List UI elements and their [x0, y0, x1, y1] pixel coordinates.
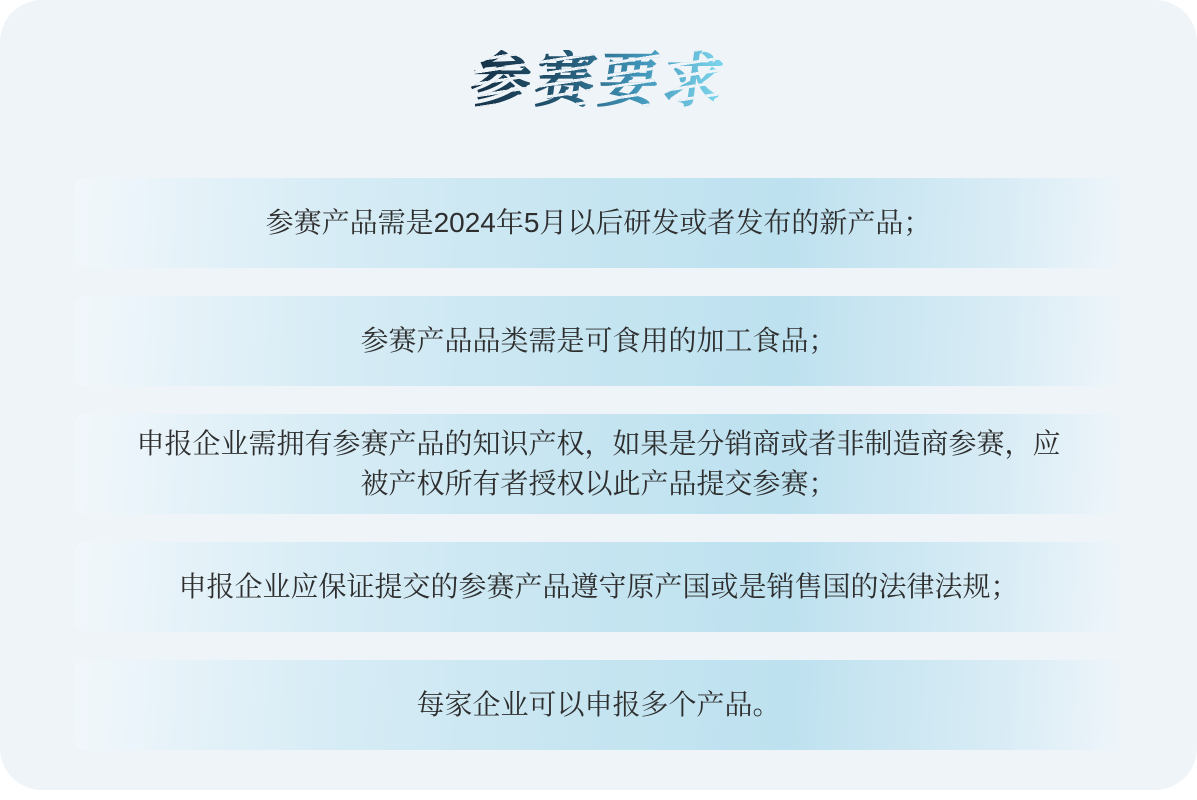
requirements-list	[0, 178, 1197, 750]
requirement-card	[75, 660, 1123, 750]
requirement-text: 参赛产品需是2024年5月以后研发或者发布的新产品；	[265, 207, 932, 238]
requirement-card	[75, 414, 1123, 514]
requirement-card	[75, 178, 1123, 268]
title-section	[0, 0, 1197, 112]
requirement-text: 参赛产品品类需是可食用的加工食品；	[360, 325, 837, 356]
requirement-card	[75, 542, 1123, 632]
requirement-text: 申报企业应保证提交的参赛产品遵守原产国或是销售国的法律法规；	[178, 571, 1019, 602]
requirement-text: 申报企业需拥有参赛产品的知识产权，如果是分销商或者非制造商参赛，应被产权所有者授权以此产品提交参赛；	[136, 428, 1061, 499]
requirement-text: 每家企业可以申报多个产品。	[416, 689, 781, 720]
page-title: 参赛要求	[465, 47, 732, 114]
requirement-card	[75, 296, 1123, 386]
